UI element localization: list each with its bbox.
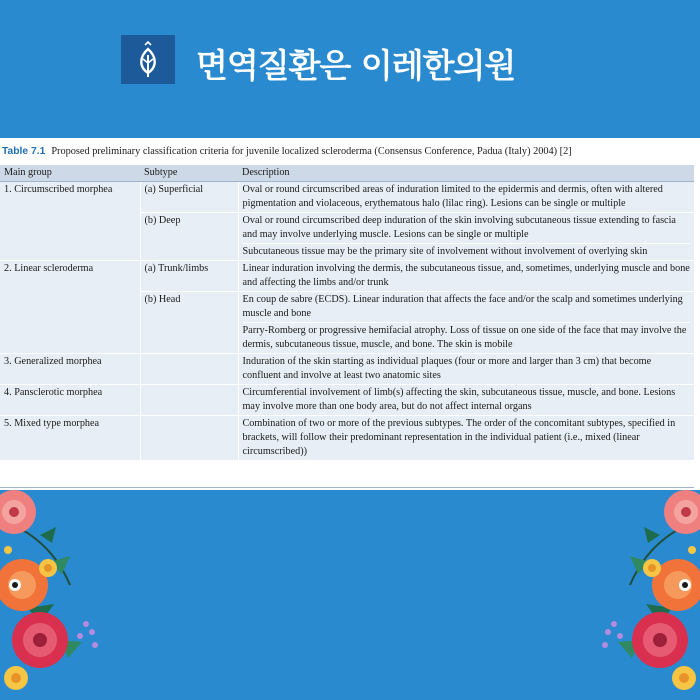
description-paragraph: Parry-Romberg or progressive hemifacial atrophy. Loss of tissue on one side of the face that may involve the dermis, subcutaneous tissue, muscle, and bone. The skin is mobile <box>243 322 691 352</box>
main-group-cell: 4. Pansclerotic morphea <box>0 385 140 416</box>
subtype-cell: (a) Superficial <box>140 182 238 213</box>
table-row <box>0 261 694 292</box>
classification-table <box>0 165 694 460</box>
table-row <box>0 354 694 385</box>
description-cell: Induration of the skin starting as individual plaques (four or more and larger than 3 cm) that become confluent and involve at least two anatomic sites <box>238 354 694 385</box>
subtype-cell <box>140 354 238 385</box>
logo <box>121 35 175 84</box>
description-paragraph: En coup de sabre (ECDS). Linear induration that affects the face and/or the scalp and sometimes underlying muscle and bone <box>242 294 683 319</box>
caption-text: Proposed preliminary classification criteria for juvenile localized scleroderma (Consensus Conference, Padua (Italy) 2004) [2] <box>51 146 572 157</box>
description-paragraph: Subcutaneous tissue may be the primary site of involvement without involvement of overlying skin <box>243 243 691 259</box>
header-description: Description <box>238 165 694 182</box>
brand-name: 면역질환은 이레한의원 <box>196 46 516 85</box>
description-cell: Linear induration involving the dermis, the subcutaneous tissue, and, sometimes, underlying muscle and bone and affecting the limbs and/or trunk <box>238 261 694 292</box>
table-header-row <box>0 165 694 182</box>
table-number: Table 7.1 <box>2 146 46 157</box>
main-group-cell: 2. Linear scleroderma <box>0 261 140 354</box>
subtype-cell: (b) Deep <box>140 213 238 261</box>
main-group-cell: 5. Mixed type morphea <box>0 416 140 461</box>
table-bottom-rule <box>0 487 694 488</box>
subtype-cell: (a) Trunk/limbs <box>140 261 238 292</box>
table-row <box>0 385 694 416</box>
document-page <box>0 138 700 490</box>
floral-decoration <box>0 490 120 700</box>
table-row <box>0 182 694 213</box>
subtype-cell <box>140 416 238 461</box>
description-cell: Combination of two or more of the previous subtypes. The order of the concomitant subtypes, specified in brackets, will follow their predominant representation in the individual patient (i.e., mixed (linear circumscribed)) <box>238 416 694 461</box>
description-cell <box>238 292 694 354</box>
description-cell: Circumferential involvement of limb(s) affecting the skin, subcutaneous tissue, muscle, and bone. Lesions may involve more than one body area, but do not affect internal organs <box>238 385 694 416</box>
table-caption <box>2 146 572 157</box>
floral-decoration <box>580 490 700 700</box>
description-cell: Oval or round circumscribed areas of induration limited to the epidermis and dermis, often with altered pigmentation and violaceous, erythematous halo (lilac ring). Lesions can be single or multiple <box>238 182 694 213</box>
main-group-cell: 3. Generalized morphea <box>0 354 140 385</box>
floral-decoration-left <box>0 490 120 700</box>
main-group-cell: 1. Circumscribed morphea <box>0 182 140 261</box>
description-cell <box>238 213 694 261</box>
subtype-cell <box>140 385 238 416</box>
header-subtype: Subtype <box>140 165 238 182</box>
header-main-group: Main group <box>0 165 140 182</box>
leaf-logo-icon <box>121 35 175 84</box>
header-banner <box>0 0 700 138</box>
subtype-cell: (b) Head <box>140 292 238 354</box>
description-paragraph: Oval or round circumscribed deep induration of the skin involving subcutaneous tissue extending to fascia and may involve underlying muscle. Lesions can be single or multiple <box>242 215 676 240</box>
floral-decoration-right <box>580 490 700 700</box>
table-row <box>0 416 694 461</box>
